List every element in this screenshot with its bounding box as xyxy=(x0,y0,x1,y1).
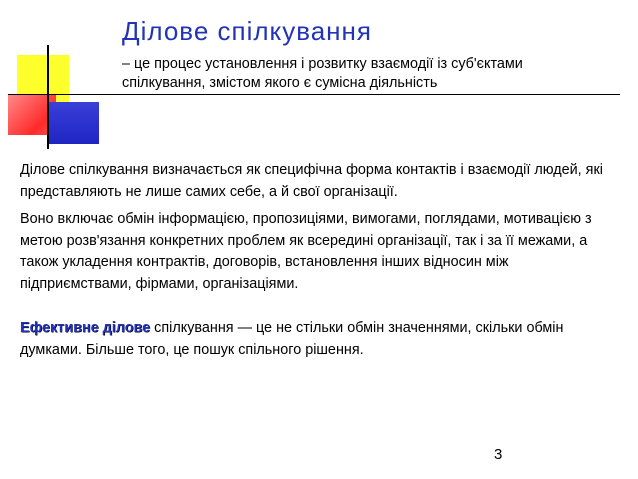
paragraph-1: Ділове спілкування визначається як специфічна форма контактів і взаємодії людей, які представляють не лише самих себе, а й свої організації. xyxy=(20,162,603,200)
paragraph-3-text: спілкування — це не стільки обмін значеннями, скільки обмін думками. Більше того, це пошук спільного рішення. xyxy=(20,320,564,358)
decor-blue-square xyxy=(49,102,99,144)
definition-text: – це процес установлення і розвитку взаємодії із суб'єктами спілкування, змістом якого є сумісна діяльність xyxy=(122,56,523,91)
highlighted-phrase: Ефективне ділове xyxy=(20,320,151,336)
decor-vertical-line xyxy=(47,45,49,149)
decor-horizontal-line xyxy=(8,94,620,95)
paragraph-2: Воно включає обмін інформацією, пропозиціями, вимогами, поглядами, мотивацією з метою розв'язання конкретних проблем як всередині організації, так і за її межами, а також укладення контрактів, договорів, встановлення інших відносин між підприємствами, фірмами, організаціями. xyxy=(20,211,592,292)
slide-title: Ділове спілкування xyxy=(122,16,372,46)
page-number: 3 xyxy=(494,446,503,463)
paragraph-3 xyxy=(20,318,610,361)
